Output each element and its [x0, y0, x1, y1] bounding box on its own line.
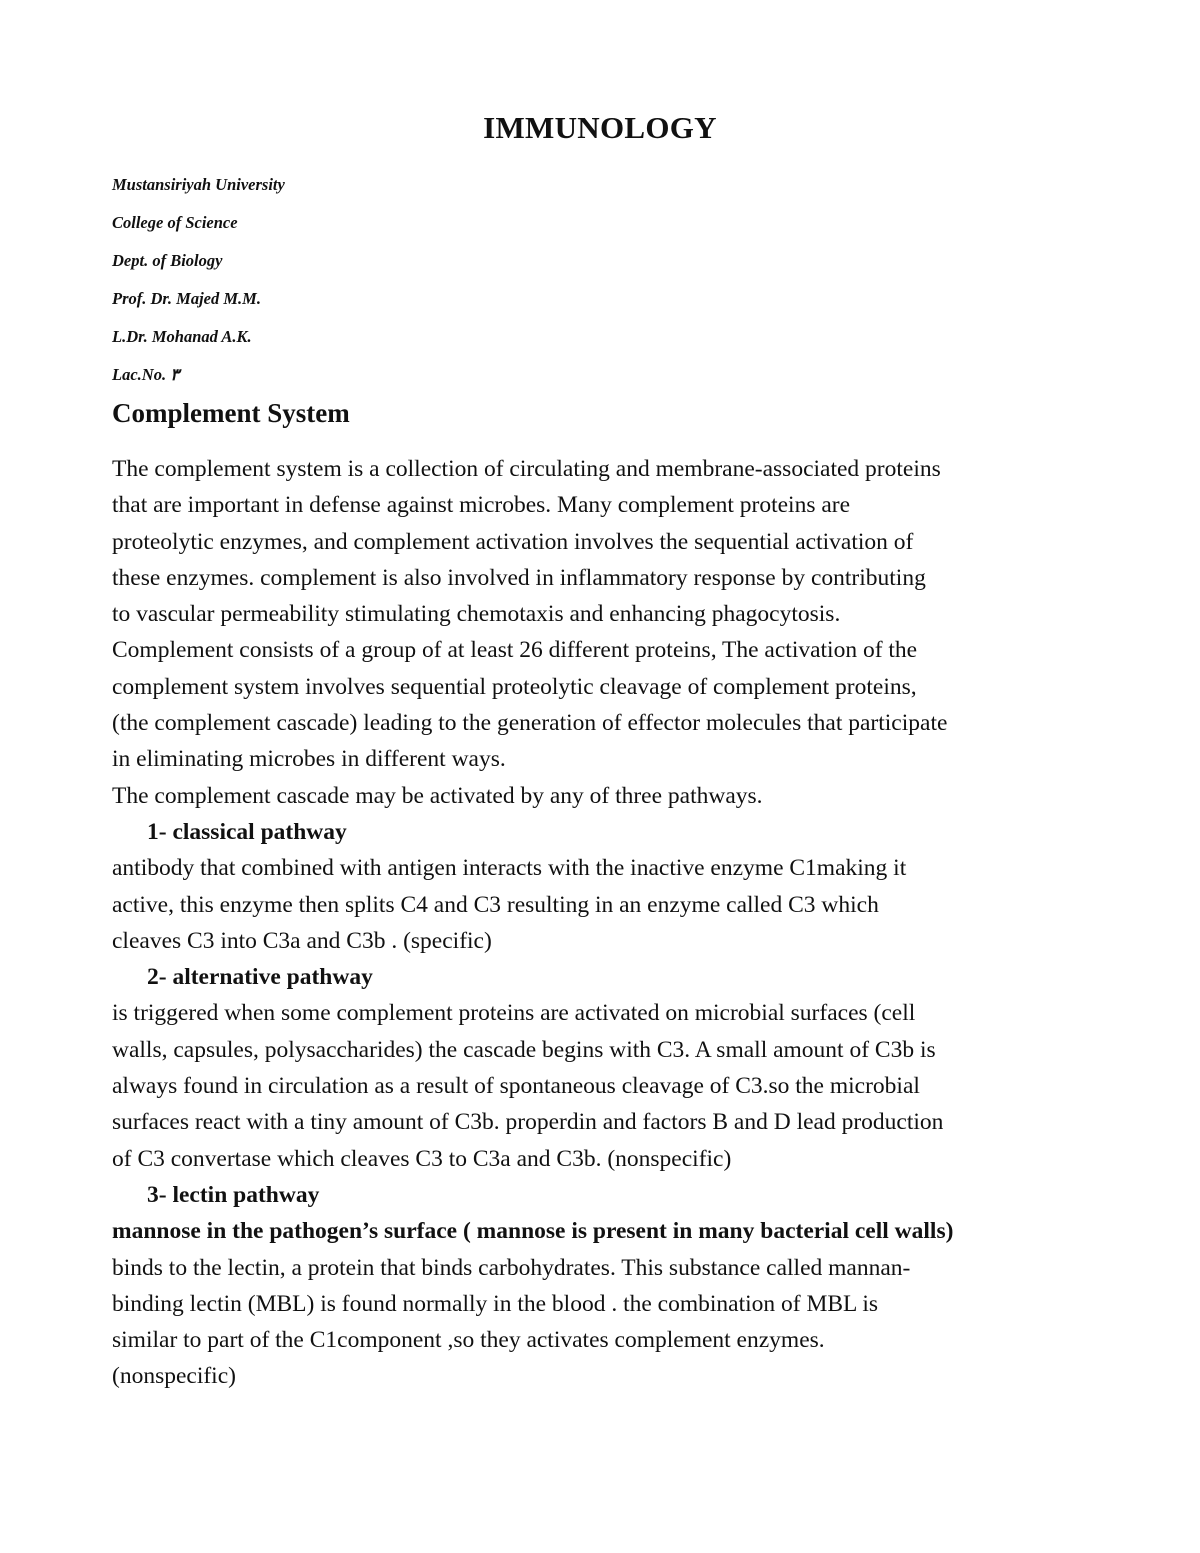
body-line: these enzymes. complement is also involved in inflammatory response by contributing [112, 564, 926, 591]
body-line: binds to the lectin, a protein that binds carbohydrates. This substance called mannan- [112, 1254, 911, 1281]
body-line: Complement consists of a group of at least 26 different proteins, The activation of the [112, 637, 918, 664]
body-line: proteolytic enzymes, and complement activation involves the sequential activation of [112, 528, 914, 555]
body-line: of C3 convertase which cleaves C3 to C3a and C3b. (nonspecific) [112, 1145, 732, 1172]
body-line: active, this enzyme then splits C4 and C3 resulting in an enzyme called C3 which [112, 891, 879, 918]
alternative-pathway-heading: 2- alternative pathway [147, 964, 373, 991]
department-line: Dept. of Biology [112, 251, 223, 270]
body-line: surfaces react with a tiny amount of C3b. properdin and factors B and D lead production [112, 1109, 944, 1136]
professor-line: Prof. Dr. Majed M.M. [112, 289, 261, 308]
body-line: The complement cascade may be activated by any of three pathways. [112, 782, 763, 809]
university-line: Mustansiriyah University [112, 175, 285, 194]
document-title: IMMUNOLOGY [483, 110, 717, 145]
body-line: is triggered when some complement proteins are activated on microbial surfaces (cell [112, 1000, 916, 1027]
body-line: cleaves C3 into C3a and C3b . (specific) [112, 927, 492, 954]
college-line: College of Science [112, 213, 238, 232]
lecturer-line: L.Dr. Mohanad A.K. [112, 327, 252, 346]
body-line: in eliminating microbes in different ways. [112, 746, 506, 773]
classical-pathway-heading: 1- classical pathway [147, 818, 347, 845]
lectin-pathway-heading: 3- lectin pathway [147, 1181, 320, 1208]
body-line: The complement system is a collection of circulating and membrane-associated proteins [112, 456, 941, 482]
body-line: antibody that combined with antigen interacts with the inactive enzyme C1making it [112, 855, 907, 882]
body-line: always found in circulation as a result of spontaneous cleavage of C3.so the microbial [112, 1073, 920, 1100]
body-line: (the complement cascade) leading to the generation of effector molecules that participate [112, 710, 948, 737]
section-title: Complement System [112, 398, 350, 428]
body-line: that are important in defense against microbes. Many complement proteins are [112, 492, 851, 519]
body-line: similar to part of the C1component ,so they activates complement enzymes. [112, 1327, 825, 1354]
body-line: to vascular permeability stimulating chemotaxis and enhancing phagocytosis. [112, 601, 841, 628]
body-line: (nonspecific) [112, 1363, 236, 1390]
author-info-block [112, 174, 285, 402]
document-body [112, 451, 1102, 1395]
body-line: complement system involves sequential proteolytic cleavage of complement proteins, [112, 673, 917, 700]
body-line: binding lectin (MBL) is found normally in the blood . the combination of MBL is [112, 1290, 879, 1317]
lecture-number-line: Lac.No. ٣ [112, 365, 180, 384]
body-line-bold: mannose in the pathogen’s surface ( mannose is present in many bacterial cell walls) [112, 1218, 954, 1245]
body-line: walls, capsules, polysaccharides) the cascade begins with C3. A small amount of C3b is [112, 1036, 936, 1063]
